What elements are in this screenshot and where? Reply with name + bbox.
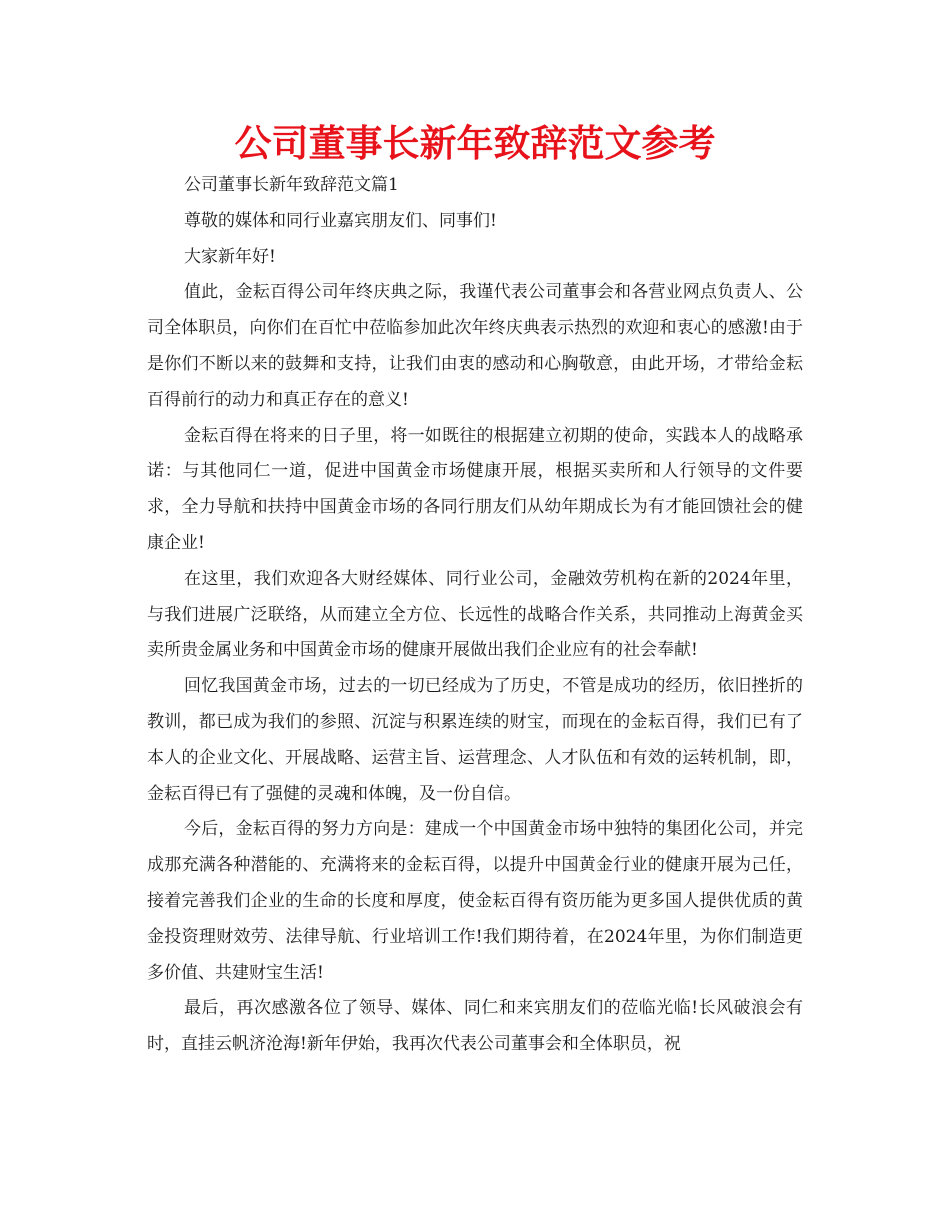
body-paragraph: 最后，再次感激各位了领导、媒体、同仁和来宾朋友们的莅临光临!长风破浪会有时，直挂云帆济沧海!新年伊始，我再次代表公司董事会和全体职员，祝 [147, 998, 803, 1055]
body-paragraph: 回忆我国黄金市场，过去的一切已经成为了历史，不管是成功的经历，依旧挫折的教训，都已成为我们的参照、沉淀与积累连续的财宝，而现在的金耘百得，我们已有了本人的企业文化、开展战略、运营主旨、运营理念、人才队伍和有效的运转机制，即，金耘百得已有了强健的灵魂和体魄，及一份自信。 [147, 676, 803, 804]
salutation: 尊敬的媒体和同行业嘉宾朋友们、同事们! [184, 210, 497, 231]
body-paragraph: 金耘百得在将来的日子里，将一如既往的根据建立初期的使命，实践本人的战略承诺：与其他同仁一道，促进中国黄金市场健康开展，根据买卖所和人行领导的文件要求，全力导航和扶持中国黄金市场的各同行朋友们从幼年期成长为有才能回馈社会的健康企业! [147, 425, 803, 553]
document-body [147, 168, 803, 1063]
body-paragraph: 在这里，我们欢迎各大财经媒体、同行业公司，金融效劳机构在新的2024年里，与我们进展广泛联络，从而建立全方位、长远性的战略合作关系，共同推动上海黄金买卖所贵金属业务和中国黄金市场的健康开展做出我们企业应有的社会奉献! [147, 568, 803, 661]
body-paragraph: 值此，金耘百得公司年终庆典之际，我谨代表公司董事会和各营业网点负责人、公司全体职员，向你们在百忙中莅临参加此次年终庆典表示热烈的欢迎和衷心的感激!由于是你们不断以来的鼓舞和支持，让我们由衷的感动和心胸敬意，由此开场，才带给金耘百得前行的动力和真正存在的意义! [147, 282, 803, 410]
section-heading: 公司董事长新年致辞范文篇1 [184, 175, 399, 195]
document-title: 公司董事长新年致辞范文参考 [234, 122, 716, 165]
greeting: 大家新年好! [184, 246, 276, 267]
body-paragraph: 今后，金耘百得的努力方向是：建成一个中国黄金市场中独特的集团化公司，并完成那充满各种潜能的、充满将来的金耘百得，以提升中国黄金行业的健康开展为己任，接着完善我们企业的生命的长度和厚度，使金耘百得有资历能为更多国人提供优质的黄金投资理财效劳、法律导航、行业培训工作!我们期待着，在2024年里，为你们制造更多价值、共建财宝生活! [147, 819, 803, 983]
